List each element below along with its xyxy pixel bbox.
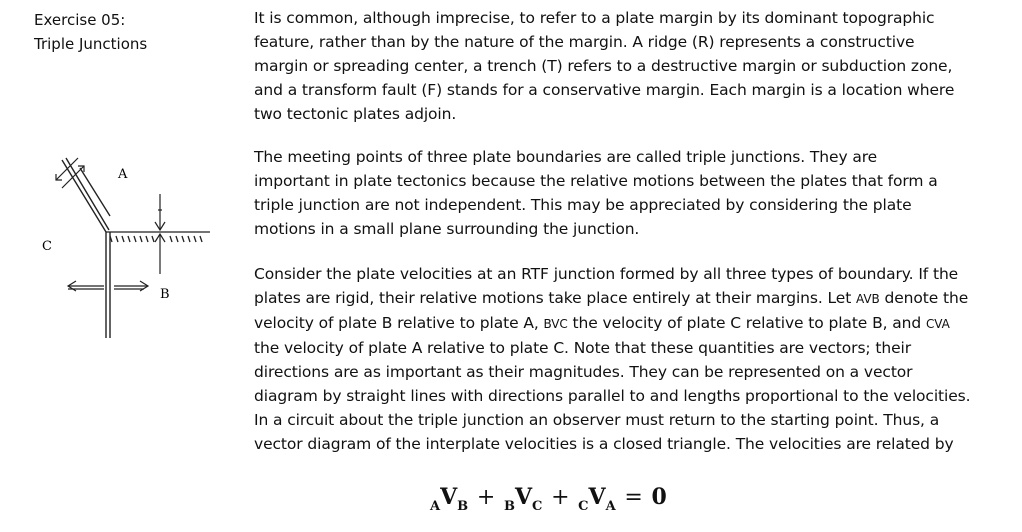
eq-rhs: 0 <box>651 484 667 510</box>
text-line: two tectonic plates adjoin. <box>254 105 457 123</box>
text-line: vector diagram of the interplate velocities is a closed triangle. The velocities are related by <box>254 435 954 453</box>
paragraph-margins <box>254 6 1014 126</box>
text-line <box>254 286 1014 311</box>
exercise-topic: Triple Junctions <box>34 35 148 53</box>
text-line: Consider the plate velocities at an RTF junction formed by all three types of boundary. If the <box>254 265 959 283</box>
eq-sub-b: B <box>457 499 469 514</box>
plate-label-a: A <box>118 167 128 182</box>
text-line: margin or spreading center, a trench (T) refers to a destructive margin or subduction zone, <box>254 57 953 75</box>
text-line: important in plate tectonics because the relative motions between the plates that form a <box>254 172 938 190</box>
text-line: feature, rather than by the nature of the margin. A ridge (R) represents a constructive <box>254 33 915 51</box>
text-line: the velocity of plate A relative to plate C. Note that these quantities are vectors; their <box>254 339 911 357</box>
text-run: denote the <box>879 289 969 307</box>
text-run: the velocity of plate C relative to plate B, and <box>567 314 926 332</box>
exercise-title <box>34 8 147 56</box>
triple-junction-figure <box>40 150 220 350</box>
text-run: plates are rigid, their relative motions take place entirely at their margins. Let <box>254 289 857 307</box>
ridge-boundary <box>62 158 110 232</box>
paragraph-velocities <box>254 262 1014 456</box>
exercise-number: Exercise 05: <box>34 11 126 29</box>
transform-arrows-icon <box>68 281 148 291</box>
text-line: and a transform fault (F) stands for a conservative margin. Each margin is a location where <box>254 81 955 99</box>
paragraph-triple-junctions <box>254 145 1014 241</box>
eq-plus: + <box>476 485 496 510</box>
plate-label-b: B <box>160 287 170 302</box>
plate-label-c: C <box>42 239 52 254</box>
text-line <box>254 311 1014 336</box>
trench-arrows-icon <box>155 194 165 274</box>
eq-sub-c: C <box>578 499 589 514</box>
text-line: triple junction are not independent. This may be appreciated by considering the plate <box>254 196 912 214</box>
eq-sub-a: A <box>605 499 616 514</box>
text-line: diagram by straight lines with directions parallel to and lengths proportional to the velocities. <box>254 387 971 405</box>
eq-v: V <box>514 484 533 510</box>
text-line: motions in a small plane surrounding the junction. <box>254 220 640 238</box>
eq-plus: + <box>551 485 570 510</box>
text-line: directions are as important as their magnitudes. They can be represented on a vector <box>254 363 913 381</box>
transform-boundary <box>106 232 110 338</box>
velocity-equation <box>430 484 667 514</box>
vector-notation-bvc: BVC <box>543 317 568 331</box>
eq-v: V <box>440 484 458 510</box>
text-line: It is common, although imprecise, to refer to a plate margin by its dominant topographic <box>254 9 935 27</box>
eq-equals: = <box>624 485 643 510</box>
text-run: velocity of plate B relative to plate A, <box>254 314 544 332</box>
vector-notation-avb: AVB <box>856 292 880 306</box>
vector-notation-cva: CVA <box>925 317 950 331</box>
eq-sub-b: B <box>503 499 515 514</box>
text-line: The meeting points of three plate boundaries are called triple junctions. They are <box>254 148 878 166</box>
eq-sub-a: A <box>430 499 441 514</box>
text-line: In a circuit about the triple junction an observer must return to the starting point. Thus, a <box>254 411 940 429</box>
eq-sub-c: C <box>532 499 543 514</box>
eq-v: V <box>588 484 606 510</box>
